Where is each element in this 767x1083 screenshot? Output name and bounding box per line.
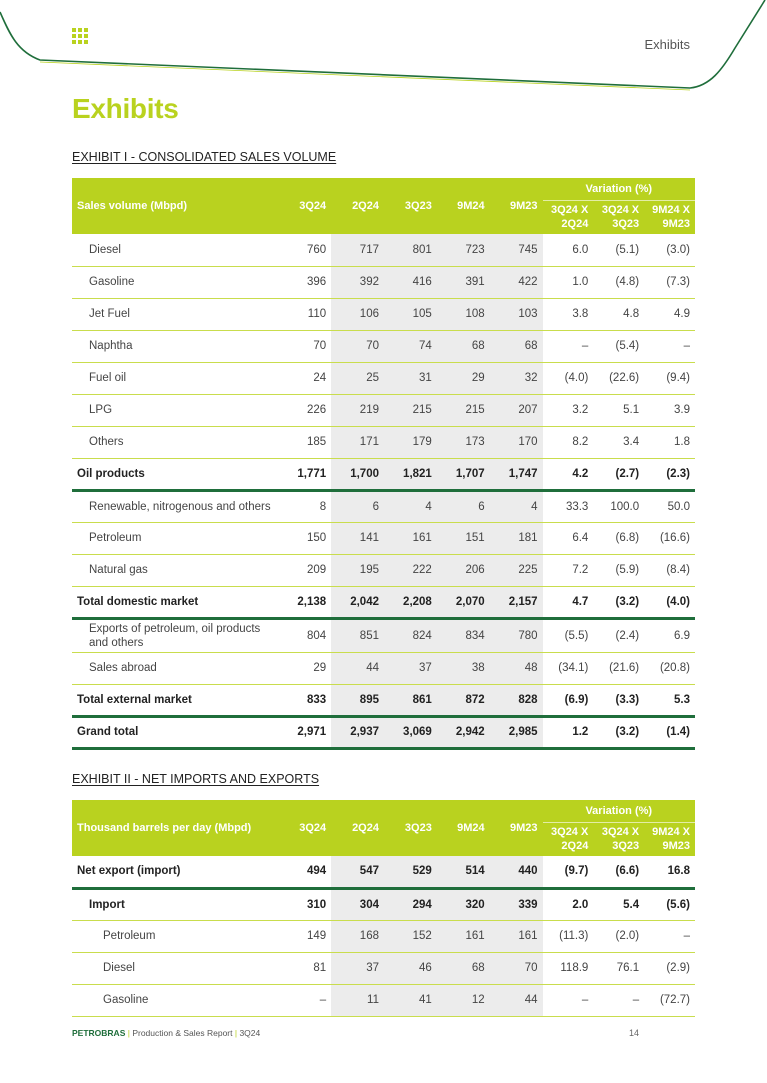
cell-value: 219 xyxy=(331,394,384,426)
row-label: Jet Fuel xyxy=(72,298,278,330)
cell-value: 416 xyxy=(384,266,437,298)
table-row xyxy=(72,888,695,920)
cell-value: 170 xyxy=(490,426,543,458)
cell-value: 1,700 xyxy=(331,458,384,490)
cell-value: 5.1 xyxy=(593,394,644,426)
cell-value: 161 xyxy=(437,920,490,952)
exhibit2-title: EXHIBIT II - NET IMPORTS AND EXPORTS xyxy=(72,772,320,786)
table-row xyxy=(72,554,695,586)
exhibit1-header-var2: 3Q24 X 3Q23 xyxy=(593,200,644,234)
cell-value: 81 xyxy=(278,952,331,984)
cell-value: 25 xyxy=(331,362,384,394)
row-label: Others xyxy=(72,426,278,458)
cell-value: 745 xyxy=(490,234,543,266)
cell-value: 161 xyxy=(490,920,543,952)
cell-value: 46 xyxy=(384,952,437,984)
cell-value: 105 xyxy=(384,298,437,330)
exhibit1-table xyxy=(72,178,695,750)
exhibit1-header-2q24: 2Q24 xyxy=(331,178,384,234)
exhibit2-header-9m24: 9M24 xyxy=(437,800,490,856)
cell-value: – xyxy=(644,330,695,362)
row-label: Total domestic market xyxy=(72,586,278,618)
table-row xyxy=(72,684,695,716)
cell-value: 181 xyxy=(490,522,543,554)
exhibit1-header-9m24: 9M24 xyxy=(437,178,490,234)
cell-value: 70 xyxy=(490,952,543,984)
cell-value: (6.8) xyxy=(593,522,644,554)
exhibit2-header-var2: 3Q24 X 3Q23 xyxy=(593,822,644,856)
cell-value: (3.3) xyxy=(593,684,644,716)
cell-value: 2,942 xyxy=(437,716,490,748)
cell-value: 41 xyxy=(384,984,437,1016)
cell-value: 2,937 xyxy=(331,716,384,748)
cell-value: 207 xyxy=(490,394,543,426)
cell-value: 310 xyxy=(278,888,331,920)
cell-value: 149 xyxy=(278,920,331,952)
cell-value: 68 xyxy=(437,330,490,362)
cell-value: 5.3 xyxy=(644,684,695,716)
row-label: Renewable, nitrogenous and others xyxy=(72,490,278,522)
cell-value: (5.9) xyxy=(593,554,644,586)
cell-value: (21.6) xyxy=(593,652,644,684)
footer-report: Production & Sales Report xyxy=(132,1028,233,1038)
cell-value: 225 xyxy=(490,554,543,586)
cell-value: 861 xyxy=(384,684,437,716)
cell-value: 110 xyxy=(278,298,331,330)
cell-value: (20.8) xyxy=(644,652,695,684)
cell-value: 150 xyxy=(278,522,331,554)
cell-value: 33.3 xyxy=(543,490,594,522)
cell-value: 5.4 xyxy=(593,888,644,920)
cell-value: (2.7) xyxy=(593,458,644,490)
cell-value: 1.2 xyxy=(543,716,594,748)
cell-value: 24 xyxy=(278,362,331,394)
cell-value: (5.4) xyxy=(593,330,644,362)
table-row xyxy=(72,920,695,952)
cell-value: 760 xyxy=(278,234,331,266)
cell-value: 547 xyxy=(331,856,384,888)
exhibit1-header-3q24: 3Q24 xyxy=(278,178,331,234)
cell-value: 392 xyxy=(331,266,384,298)
cell-value: 8 xyxy=(278,490,331,522)
cell-value: 396 xyxy=(278,266,331,298)
cell-value: 103 xyxy=(490,298,543,330)
row-label: LPG xyxy=(72,394,278,426)
cell-value: (3.0) xyxy=(644,234,695,266)
row-label: Total external market xyxy=(72,684,278,716)
cell-value: 12 xyxy=(437,984,490,1016)
cell-value: 37 xyxy=(331,952,384,984)
cell-value: (3.2) xyxy=(593,716,644,748)
cell-value: (4.8) xyxy=(593,266,644,298)
cell-value: 872 xyxy=(437,684,490,716)
cell-value: 1,771 xyxy=(278,458,331,490)
cell-value: 717 xyxy=(331,234,384,266)
cell-value: (5.5) xyxy=(543,618,594,652)
cell-value: 68 xyxy=(437,952,490,984)
cell-value: 895 xyxy=(331,684,384,716)
cell-value: (8.4) xyxy=(644,554,695,586)
cell-value: 215 xyxy=(384,394,437,426)
cell-value: 141 xyxy=(331,522,384,554)
cell-value: 294 xyxy=(384,888,437,920)
cell-value: – xyxy=(593,984,644,1016)
exhibit2-table xyxy=(72,800,695,1017)
exhibit2-header-label: Thousand barrels per day (Mbpd) xyxy=(72,800,278,856)
row-label: Diesel xyxy=(72,952,278,984)
cell-value: 4 xyxy=(384,490,437,522)
cell-value: 4.7 xyxy=(543,586,594,618)
table-row xyxy=(72,490,695,522)
cell-value: 1,707 xyxy=(437,458,490,490)
cell-value: (1.4) xyxy=(644,716,695,748)
exhibit2-header-3q24: 3Q24 xyxy=(278,800,331,856)
cell-value: 37 xyxy=(384,652,437,684)
cell-value: 222 xyxy=(384,554,437,586)
cell-value: 422 xyxy=(490,266,543,298)
cell-value: 440 xyxy=(490,856,543,888)
cell-value: 6.0 xyxy=(543,234,594,266)
cell-value: 4.8 xyxy=(593,298,644,330)
table-row xyxy=(72,330,695,362)
cell-value: 2,070 xyxy=(437,586,490,618)
cell-value: 108 xyxy=(437,298,490,330)
cell-value: – xyxy=(644,920,695,952)
cell-value: (2.9) xyxy=(644,952,695,984)
row-label: Gasoline xyxy=(72,984,278,1016)
cell-value: 44 xyxy=(331,652,384,684)
cell-value: 2,208 xyxy=(384,586,437,618)
cell-value: 1.8 xyxy=(644,426,695,458)
exhibit1-header-9m23: 9M23 xyxy=(490,178,543,234)
cell-value: 6 xyxy=(437,490,490,522)
row-label: Natural gas xyxy=(72,554,278,586)
cell-value: 2.0 xyxy=(543,888,594,920)
cell-value: 494 xyxy=(278,856,331,888)
cell-value: 3.2 xyxy=(543,394,594,426)
exhibit2-header-var3: 9M24 X 9M23 xyxy=(644,822,695,856)
cell-value: (5.1) xyxy=(593,234,644,266)
cell-value: 171 xyxy=(331,426,384,458)
cell-value: 179 xyxy=(384,426,437,458)
table-row xyxy=(72,458,695,490)
exhibit2-header-2q24: 2Q24 xyxy=(331,800,384,856)
exhibit1-header-var1: 3Q24 X 2Q24 xyxy=(543,200,594,234)
table-row xyxy=(72,522,695,554)
cell-value: 4.2 xyxy=(543,458,594,490)
cell-value: (3.2) xyxy=(593,586,644,618)
row-label: Diesel xyxy=(72,234,278,266)
cell-value: 804 xyxy=(278,618,331,652)
cell-value: (11.3) xyxy=(543,920,594,952)
table-row xyxy=(72,856,695,888)
row-label: Import xyxy=(72,888,278,920)
row-label: Petroleum xyxy=(72,522,278,554)
cell-value: 1,821 xyxy=(384,458,437,490)
exhibit2-header-9m23: 9M23 xyxy=(490,800,543,856)
cell-value: 118.9 xyxy=(543,952,594,984)
cell-value: 3,069 xyxy=(384,716,437,748)
exhibit2-header-3q23: 3Q23 xyxy=(384,800,437,856)
cell-value: (5.6) xyxy=(644,888,695,920)
cell-value: 68 xyxy=(490,330,543,362)
cell-value: (9.4) xyxy=(644,362,695,394)
table-row xyxy=(72,426,695,458)
cell-value: 106 xyxy=(331,298,384,330)
table-row xyxy=(72,586,695,618)
cell-value: 4 xyxy=(490,490,543,522)
row-label: Gasoline xyxy=(72,266,278,298)
cell-value: 185 xyxy=(278,426,331,458)
cell-value: – xyxy=(278,984,331,1016)
cell-value: (9.7) xyxy=(543,856,594,888)
table-row xyxy=(72,394,695,426)
cell-value: 215 xyxy=(437,394,490,426)
cell-value: 29 xyxy=(437,362,490,394)
cell-value: 161 xyxy=(384,522,437,554)
cell-value: 16.8 xyxy=(644,856,695,888)
row-label: Oil products xyxy=(72,458,278,490)
cell-value: (6.6) xyxy=(593,856,644,888)
cell-value: 2,971 xyxy=(278,716,331,748)
cell-value: 76.1 xyxy=(593,952,644,984)
cell-value: 44 xyxy=(490,984,543,1016)
cell-value: (2.4) xyxy=(593,618,644,652)
cell-value: 2,042 xyxy=(331,586,384,618)
row-label: Petroleum xyxy=(72,920,278,952)
table-row xyxy=(72,652,695,684)
cell-value: 6.4 xyxy=(543,522,594,554)
cell-value: 50.0 xyxy=(644,490,695,522)
table-row xyxy=(72,234,695,266)
cell-value: 31 xyxy=(384,362,437,394)
cell-value: 780 xyxy=(490,618,543,652)
exhibit2-header-var1: 3Q24 X 2Q24 xyxy=(543,822,594,856)
grid-logo-icon xyxy=(72,28,88,44)
cell-value: – xyxy=(543,984,594,1016)
cell-value: 2,985 xyxy=(490,716,543,748)
cell-value: (34.1) xyxy=(543,652,594,684)
cell-value: 801 xyxy=(384,234,437,266)
cell-value: 8.2 xyxy=(543,426,594,458)
row-label: Naphtha xyxy=(72,330,278,362)
row-label: Exports of petroleum, oil products and others xyxy=(72,618,278,652)
cell-value: 391 xyxy=(437,266,490,298)
cell-value: 824 xyxy=(384,618,437,652)
row-label: Grand total xyxy=(72,716,278,748)
table-row xyxy=(72,716,695,748)
cell-value: 11 xyxy=(331,984,384,1016)
cell-value: 320 xyxy=(437,888,490,920)
cell-value: 1.0 xyxy=(543,266,594,298)
cell-value: (72.7) xyxy=(644,984,695,1016)
cell-value: (4.0) xyxy=(644,586,695,618)
cell-value: 74 xyxy=(384,330,437,362)
cell-value: (2.3) xyxy=(644,458,695,490)
cell-value: 529 xyxy=(384,856,437,888)
table-row xyxy=(72,952,695,984)
page-number: 14 xyxy=(628,1028,639,1038)
cell-value: 195 xyxy=(331,554,384,586)
cell-value: (4.0) xyxy=(543,362,594,394)
cell-value: 304 xyxy=(331,888,384,920)
cell-value: 70 xyxy=(278,330,331,362)
cell-value: 168 xyxy=(331,920,384,952)
cell-value: 4.9 xyxy=(644,298,695,330)
cell-value: 828 xyxy=(490,684,543,716)
footer-period: 3Q24 xyxy=(239,1028,261,1038)
cell-value: 1,747 xyxy=(490,458,543,490)
exhibit1-header-label: Sales volume (Mbpd) xyxy=(72,178,278,234)
cell-value: 2,138 xyxy=(278,586,331,618)
cell-value: (7.3) xyxy=(644,266,695,298)
table-row xyxy=(72,298,695,330)
exhibit2-variation-header: Variation (%) xyxy=(543,800,695,822)
cell-value: (16.6) xyxy=(644,522,695,554)
cell-value: 514 xyxy=(437,856,490,888)
cell-value: 339 xyxy=(490,888,543,920)
footer: PETROBRAS | Production & Sales Report | 3Q24 xyxy=(72,1028,261,1038)
cell-value: 7.2 xyxy=(543,554,594,586)
table-row xyxy=(72,984,695,1016)
cell-value: 29 xyxy=(278,652,331,684)
cell-value: 3.4 xyxy=(593,426,644,458)
cell-value: (6.9) xyxy=(543,684,594,716)
exhibit1-title: EXHIBIT I - CONSOLIDATED SALES VOLUME xyxy=(72,150,337,164)
table-row xyxy=(72,362,695,394)
cell-value: 6 xyxy=(331,490,384,522)
cell-value: 100.0 xyxy=(593,490,644,522)
table-row xyxy=(72,266,695,298)
cell-value: 70 xyxy=(331,330,384,362)
cell-value: 209 xyxy=(278,554,331,586)
cell-value: 173 xyxy=(437,426,490,458)
cell-value: – xyxy=(543,330,594,362)
cell-value: 723 xyxy=(437,234,490,266)
row-label: Net export (import) xyxy=(72,856,278,888)
cell-value: 226 xyxy=(278,394,331,426)
row-label: Sales abroad xyxy=(72,652,278,684)
header-section-title: Exhibits xyxy=(644,37,690,52)
cell-value: 48 xyxy=(490,652,543,684)
cell-value: 152 xyxy=(384,920,437,952)
cell-value: 851 xyxy=(331,618,384,652)
cell-value: 834 xyxy=(437,618,490,652)
cell-value: 3.8 xyxy=(543,298,594,330)
cell-value: 833 xyxy=(278,684,331,716)
table-row xyxy=(72,618,695,652)
footer-brand: PETROBRAS xyxy=(72,1028,126,1038)
cell-value: 32 xyxy=(490,362,543,394)
exhibit1-variation-header: Variation (%) xyxy=(543,178,695,200)
page-title: Exhibits xyxy=(72,93,179,124)
cell-value: 6.9 xyxy=(644,618,695,652)
exhibit1-header-var3: 9M24 X 9M23 xyxy=(644,200,695,234)
cell-value: 38 xyxy=(437,652,490,684)
cell-value: (22.6) xyxy=(593,362,644,394)
cell-value: 206 xyxy=(437,554,490,586)
cell-value: (2.0) xyxy=(593,920,644,952)
cell-value: 151 xyxy=(437,522,490,554)
cell-value: 3.9 xyxy=(644,394,695,426)
exhibit1-header-3q23: 3Q23 xyxy=(384,178,437,234)
row-label: Fuel oil xyxy=(72,362,278,394)
cell-value: 2,157 xyxy=(490,586,543,618)
